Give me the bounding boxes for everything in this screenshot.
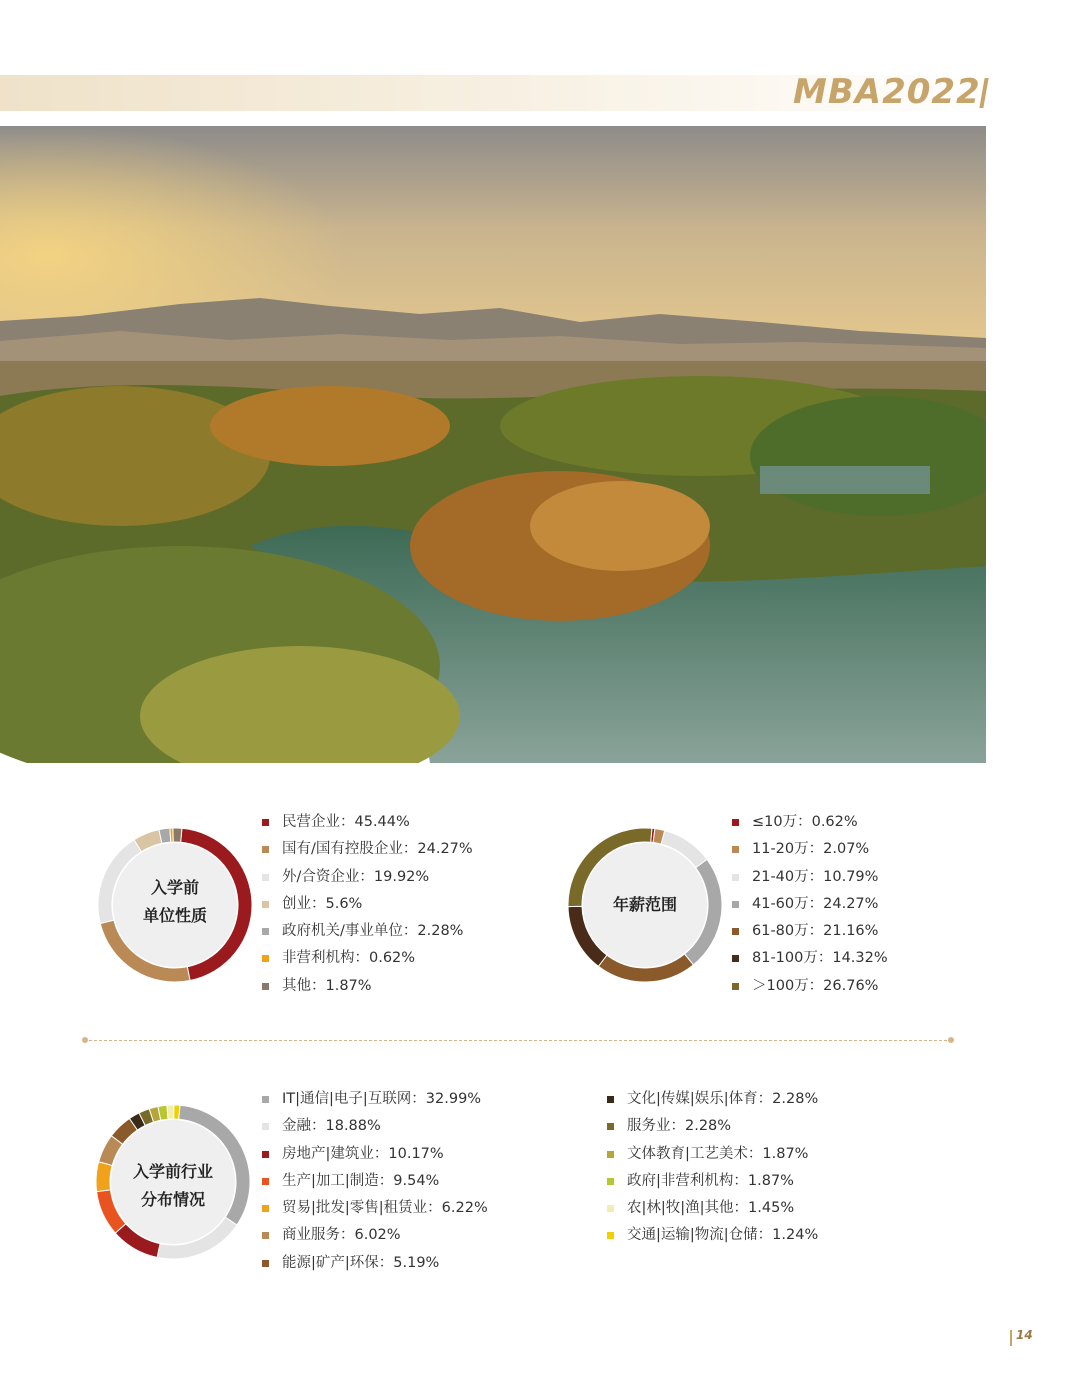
legend-item	[732, 945, 888, 972]
chart-label-line: 年薪范围	[612, 895, 677, 914]
landscape-illustration	[0, 126, 986, 763]
legend-industry-column-2	[607, 1086, 818, 1250]
legend-item	[262, 836, 473, 863]
legend-label: 其他：1.87%	[282, 977, 372, 994]
legend-swatch	[607, 1096, 614, 1103]
legend-label: 贸易|批发|零售|租赁业：6.22%	[282, 1200, 488, 1217]
legend-label: 创业：5.6%	[282, 895, 363, 912]
legend-label: ≤10万：0.62%	[752, 814, 858, 830]
chart-label-line: 单位性质	[142, 906, 207, 925]
legend-item	[607, 1113, 818, 1140]
legend-swatch	[732, 846, 739, 853]
legend-industry-column-1	[262, 1086, 488, 1277]
legend-swatch	[262, 1178, 269, 1185]
legend-swatch	[732, 901, 739, 908]
legend-swatch	[262, 846, 269, 853]
legend-label: 21-40万：10.79%	[752, 868, 879, 885]
landscape-photo	[0, 126, 986, 763]
legend-swatch	[732, 983, 739, 990]
page-number: 14	[1016, 1328, 1033, 1342]
legend-label: 非营利机构：0.62%	[282, 950, 416, 967]
chart-label-line: 分布情况	[140, 1190, 205, 1209]
legend-label: 农|林|牧|渔|其他：1.45%	[627, 1200, 795, 1217]
legend-swatch	[262, 1096, 269, 1103]
legend-label: ＞100万：26.76%	[752, 977, 879, 994]
legend-item	[607, 1222, 818, 1249]
legend-swatch	[732, 928, 739, 935]
legend-item	[607, 1141, 818, 1168]
legend-swatch	[262, 1205, 269, 1212]
legend-label: 外/合资企业：19.92%	[282, 868, 430, 885]
legend-label: 民营企业：45.44%	[282, 814, 410, 830]
legend-item	[607, 1086, 818, 1113]
chart-label-salary-range	[567, 891, 723, 919]
legend-item	[732, 918, 888, 945]
legend-item	[262, 1168, 488, 1195]
legend-label: 房地产|建筑业：10.17%	[282, 1145, 444, 1162]
section-divider	[84, 1040, 952, 1041]
donut-slice	[173, 828, 182, 842]
brand-logo: MBA2022	[793, 72, 981, 112]
legend-item	[262, 918, 473, 945]
legend-item	[732, 864, 888, 891]
legend-label: 服务业：2.28%	[627, 1118, 732, 1135]
legend-swatch	[607, 1178, 614, 1185]
legend-item	[262, 1222, 488, 1249]
legend-swatch	[732, 819, 739, 826]
legend-label: 文体教育|工艺美术：1.87%	[627, 1145, 809, 1162]
legend-item	[732, 809, 888, 836]
legend-label: 商业服务：6.02%	[282, 1227, 401, 1244]
divider-dot-right	[948, 1037, 954, 1043]
legend-label: 金融：18.88%	[282, 1118, 381, 1135]
legend-swatch	[262, 1123, 269, 1130]
donut-slice	[167, 1105, 174, 1119]
legend-item	[732, 973, 888, 1000]
legend-item	[262, 809, 473, 836]
legend-swatch	[607, 1151, 614, 1158]
legend-label: 11-20万：2.07%	[752, 841, 870, 858]
legend-swatch	[262, 955, 269, 962]
legend-label: 政府|非营利机构：1.87%	[627, 1172, 794, 1189]
chart-label-line: 入学前行业	[132, 1162, 213, 1181]
legend-unit-nature	[262, 809, 473, 1000]
chart-label-unit-nature	[97, 874, 253, 930]
legend-label: 交通|运输|物流|仓储：1.24%	[627, 1227, 819, 1244]
chart-label-line: 入学前	[150, 878, 199, 897]
legend-label: IT|通信|电子|互联网：32.99%	[282, 1091, 482, 1107]
legend-swatch	[262, 901, 269, 908]
legend-label: 能源|矿产|环保：5.19%	[282, 1254, 440, 1271]
legend-item	[262, 1086, 488, 1113]
legend-item	[732, 836, 888, 863]
legend-item	[607, 1168, 818, 1195]
legend-item	[262, 1250, 488, 1277]
legend-item	[607, 1195, 818, 1222]
legend-salary-range	[732, 809, 888, 1000]
legend-label: 81-100万：14.32%	[752, 950, 888, 967]
chart-label-industry	[95, 1158, 251, 1214]
legend-label: 政府机关/事业单位：2.28%	[282, 923, 464, 940]
legend-label: 国有/国有控股企业：24.27%	[282, 841, 473, 858]
legend-label: 文化|传媒|娱乐|体育：2.28%	[627, 1091, 819, 1107]
legend-label: 生产|加工|制造：9.54%	[282, 1172, 440, 1189]
legend-item	[262, 1141, 488, 1168]
legend-swatch	[262, 1232, 269, 1239]
legend-item	[262, 1113, 488, 1140]
legend-item	[262, 945, 473, 972]
legend-swatch	[262, 874, 269, 881]
legend-swatch	[732, 955, 739, 962]
legend-label: 41-60万：24.27%	[752, 895, 879, 912]
legend-swatch	[262, 928, 269, 935]
legend-swatch	[262, 819, 269, 826]
donut-slice	[174, 1105, 180, 1119]
legend-swatch	[607, 1123, 614, 1130]
legend-item	[262, 1195, 488, 1222]
legend-item	[732, 891, 888, 918]
legend-label: 61-80万：21.16%	[752, 923, 879, 940]
legend-swatch	[607, 1205, 614, 1212]
legend-item	[262, 973, 473, 1000]
legend-swatch	[607, 1232, 614, 1239]
legend-swatch	[732, 874, 739, 881]
legend-swatch	[262, 1260, 269, 1267]
legend-swatch	[262, 983, 269, 990]
legend-item	[262, 891, 473, 918]
legend-swatch	[262, 1151, 269, 1158]
page-number-bar	[1010, 1330, 1012, 1346]
legend-item	[262, 864, 473, 891]
